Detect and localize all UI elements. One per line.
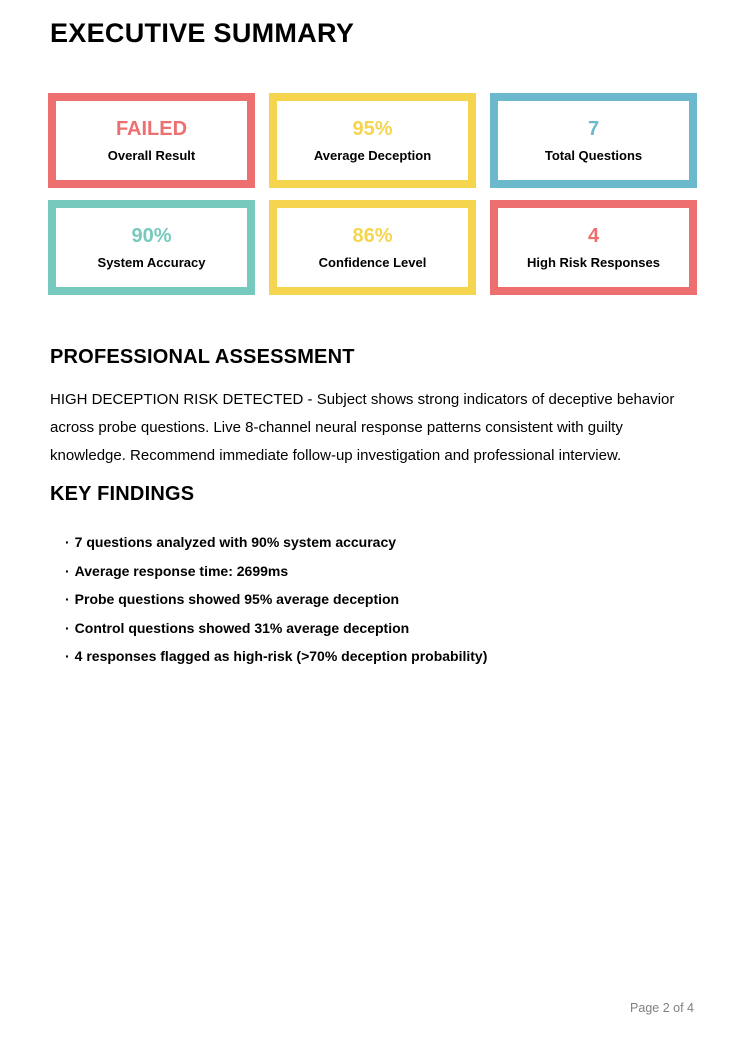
summary-stat-cards (48, 93, 697, 295)
assessment-body-text: HIGH DECEPTION RISK DETECTED - Subject shows strong indicators of deceptive behavior across probe questions. Live 8-channel neural response patterns consistent with guilty knowledge. Recommend immediate follow-up investigation and professional interview. (50, 391, 675, 464)
bullet-marker: · (65, 619, 70, 636)
stat-card-total-questions (490, 93, 697, 188)
page-title: EXECUTIVE SUMMARY (50, 18, 355, 48)
bullet-marker: · (65, 648, 70, 664)
stat-value: 86% (352, 224, 393, 247)
key-findings-section (50, 483, 698, 671)
page-number: Page 2 of 4 (630, 1001, 694, 1015)
professional-assessment-section (50, 346, 698, 470)
stat-label: Overall Result (107, 147, 196, 163)
stat-value: 90% (131, 224, 172, 247)
key-findings-list (50, 528, 698, 671)
assessment-heading: PROFESSIONAL ASSESSMENT (50, 346, 355, 368)
key-findings-heading: KEY FINDINGS (50, 483, 195, 505)
stat-label: Confidence Level (318, 254, 427, 270)
stat-card-high-risk-responses (490, 200, 697, 295)
finding-text: 7 questions analyzed with 90% system accuracy (74, 534, 397, 550)
stat-card-overall-result (48, 93, 255, 188)
stat-value: 7 (587, 117, 600, 140)
finding-text: 4 responses flagged as high-risk (>70% deception probability) (74, 648, 488, 664)
stat-card-average-deception (269, 93, 476, 188)
stat-label: Total Questions (544, 147, 643, 163)
stat-value: FAILED (115, 117, 188, 140)
stat-value: 95% (352, 117, 393, 140)
finding-text: Control questions showed 31% average deception (74, 619, 410, 636)
finding-item (50, 642, 698, 671)
stat-card-confidence-level (269, 200, 476, 295)
stat-label: High Risk Responses (527, 254, 660, 270)
stat-value: 4 (587, 224, 600, 247)
finding-item (50, 528, 698, 557)
finding-item (50, 614, 698, 643)
stat-label: System Accuracy (97, 254, 206, 270)
bullet-marker: · (65, 591, 70, 607)
finding-item (50, 557, 698, 586)
stat-label: Average Deception (313, 147, 432, 163)
finding-text: Probe questions showed 95% average deception (74, 591, 400, 607)
stat-card-system-accuracy (48, 200, 255, 295)
bullet-marker: · (65, 534, 70, 550)
bullet-marker: · (65, 562, 70, 579)
finding-text: Average response time: 2699ms (74, 562, 289, 579)
finding-item (50, 585, 698, 614)
